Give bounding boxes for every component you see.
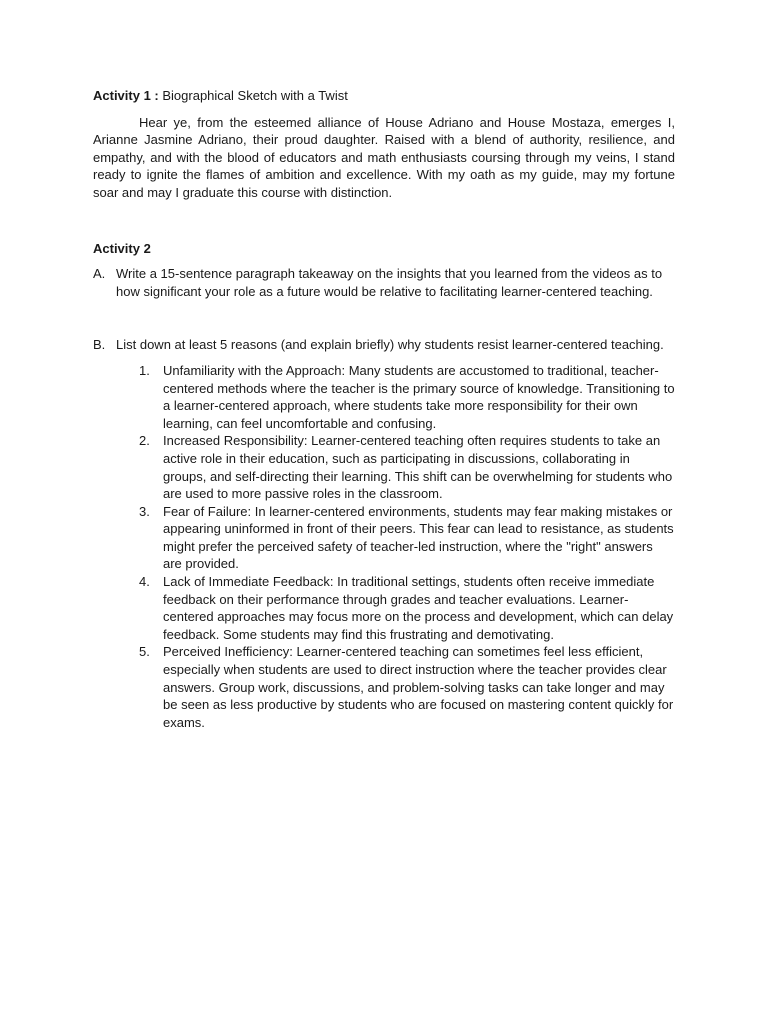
- list-item-text: Fear of Failure: In learner-centered environments, students may fear making mistakes or appearing uninformed in front of their peers. This fear can lead to resistance, as students might prefer the perceived safety of teacher-led instruction, where the "right" answers are provided.: [163, 503, 674, 572]
- activity2-item-b: [93, 336, 675, 354]
- document-page: [93, 87, 675, 731]
- list-item: [93, 362, 675, 432]
- list-item-text: Increased Responsibility: Learner-centered teaching often requires students to take an active role in their education, such as participating in discussions, collaborating in groups, and self-directing their learning. This shift can be overwhelming for students who are used to more passive roles in the classroom.: [163, 433, 673, 502]
- list-item: [93, 432, 675, 502]
- activity2-heading: Activity 2: [93, 240, 151, 256]
- activity1-heading: [93, 87, 675, 105]
- list-item-text: Lack of Immediate Feedback: In traditional settings, students often receive immediate feedback on their performance through grades and teacher evaluations. Learner-centered approaches may focus more on the process and development, which can delay feedback. Some students may find this frustrating and demotivating.: [163, 574, 674, 642]
- activity1-paragraph: Hear ye, from the esteemed alliance of House Adriano and House Mostaza, emerges I, Arianne Jasmine Adriano, their proud daughter. Raised with a blend of authority, resilience, and empathy, and with the blood of educators and math enthusiasts coursing through my veins, I stand ready to ignite the flames of ambition and excellence. With my oath as my guide, may my fortune soar and may I graduate this course with distinction.: [93, 114, 675, 200]
- activity1-title: Biographical Sketch with a Twist: [158, 88, 348, 103]
- list-item: [93, 643, 675, 731]
- list-item-text: Perceived Inefficiency: Learner-centered teaching can sometimes feel less efficient, especially when students are used to direct instruction where the teacher provides clear answers. Group work, discussions, and problem-solving tasks can take longer and may be seen as less productive by students who are focused on mastering content quickly for exams.: [163, 644, 674, 730]
- list-item-number: 3.: [139, 503, 150, 519]
- activity2-item-a: [93, 265, 675, 300]
- list-item: [93, 503, 675, 573]
- list-item: [93, 573, 675, 643]
- item-b-marker: B.: [93, 337, 106, 353]
- list-item-number: 1.: [139, 362, 150, 378]
- item-b-text: List down at least 5 reasons (and explain briefly) why students resist learner-centered teaching.: [116, 337, 664, 353]
- item-a-text: Write a 15-sentence paragraph takeaway on the insights that you learned from the videos as to how significant your role as a future would be relative to facilitating learner-centered teaching.: [116, 266, 663, 299]
- item-a-marker: A.: [93, 266, 106, 282]
- list-item-number: 5.: [139, 644, 150, 660]
- list-item-number: 2.: [139, 433, 150, 449]
- activity1-label: Activity 1 :: [93, 88, 159, 103]
- reasons-list: [93, 362, 675, 731]
- list-item-text: Unfamiliarity with the Approach: Many students are accustomed to traditional, teacher-centered methods where the teacher is the primary source of knowledge. Transitioning to a learner-centered approach, where students take more responsibility for their own learning, can feel uncomfortable and confusing.: [163, 362, 675, 431]
- list-item-number: 4.: [139, 574, 150, 590]
